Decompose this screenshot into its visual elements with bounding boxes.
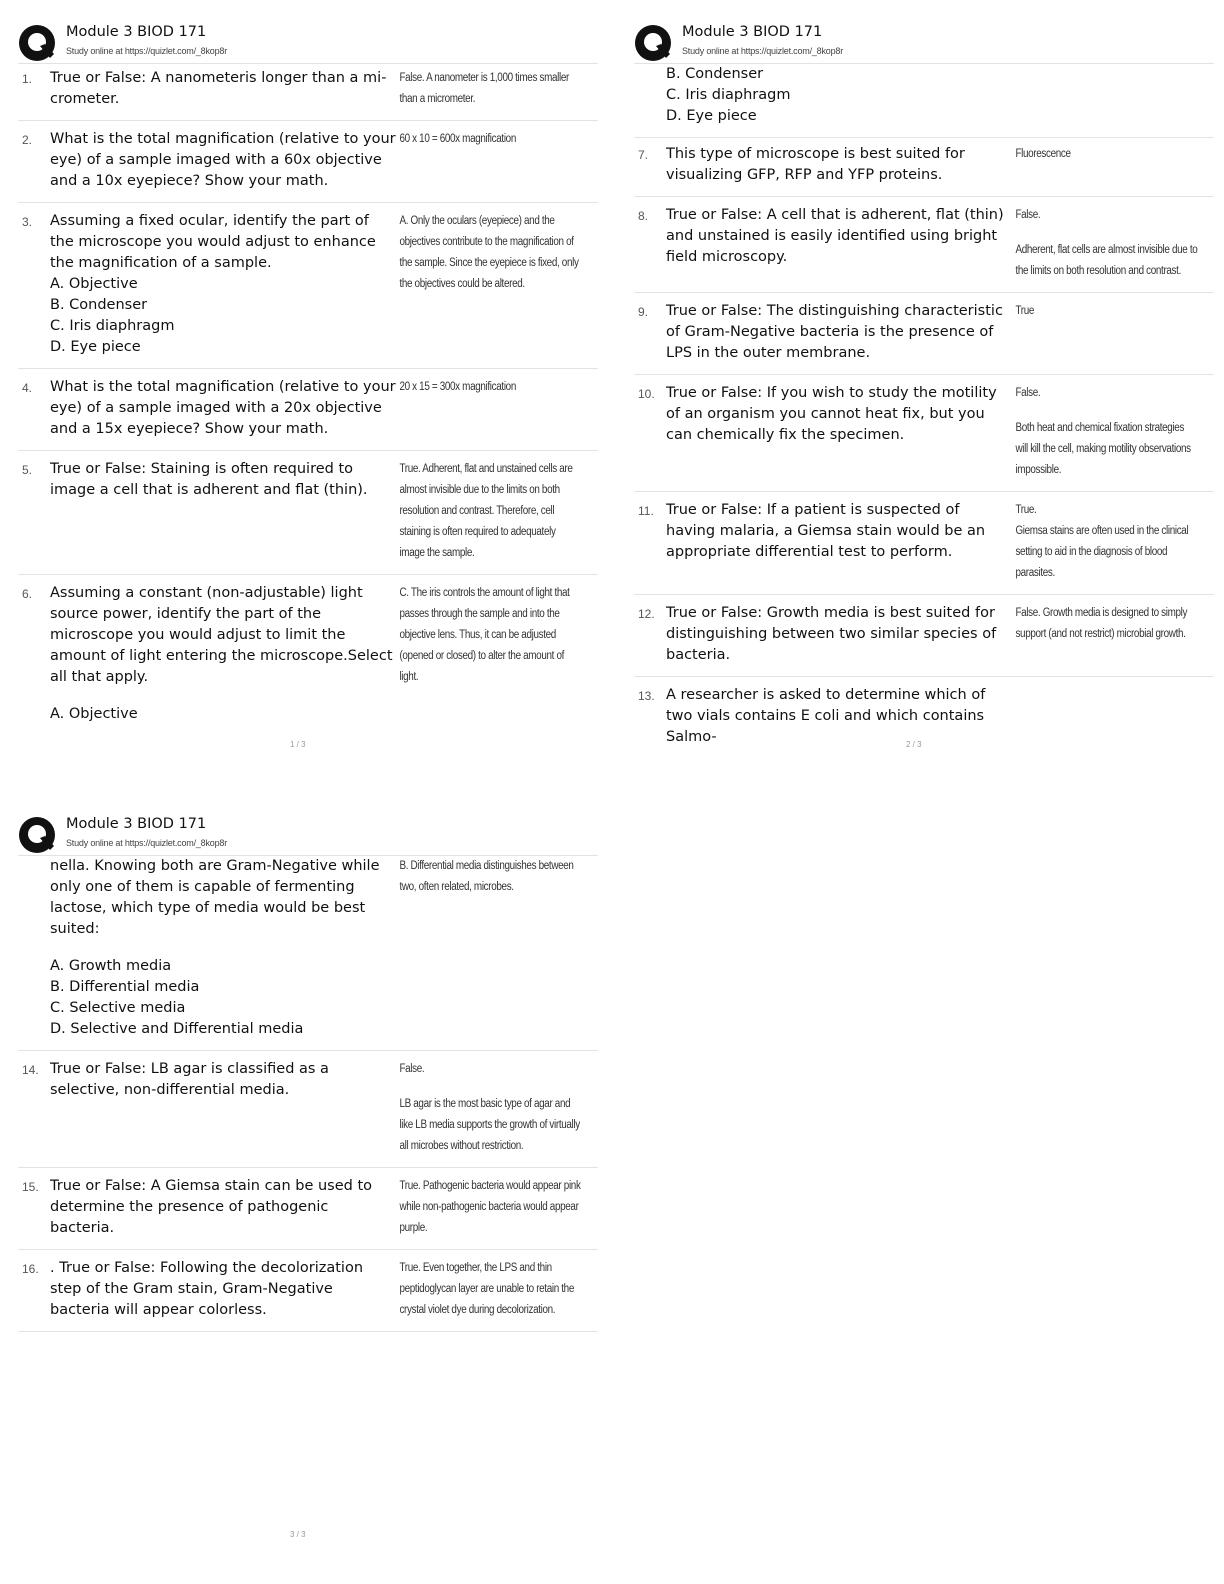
page-number: 2 / 3: [906, 740, 922, 749]
card-row: [18, 1051, 598, 1168]
answer-text: False. Growth media is designed to simply support (and not restrict) microbial growth.: [1015, 607, 1188, 640]
option-d: D. Eye piece: [50, 339, 141, 355]
card-answer: [396, 1176, 582, 1239]
card-row: [18, 1168, 598, 1250]
study-online-link[interactable]: Study online at https://quizlet.com/_8kop8r: [66, 46, 227, 56]
answer-text: 20 x 15 = 300x magnification: [399, 381, 516, 393]
card-row: [634, 197, 1214, 293]
option-a: A. Growth media: [50, 958, 172, 974]
card-row: [634, 492, 1214, 595]
card-number: 8.: [638, 209, 649, 223]
module-title: Module 3 BIOD 171: [66, 24, 207, 40]
card-number: [634, 64, 666, 127]
card-question: [50, 211, 396, 358]
study-online-link[interactable]: Study online at https://quizlet.com/_8kop8r: [682, 46, 843, 56]
answer-text: True. Even together, the LPS and thin peptidoglycan layer are unable to retain the crystal violet dye during decolorization.: [399, 1262, 574, 1316]
card-number: 6.: [22, 587, 33, 601]
card-question: True or False: If you wish to study the motility of an organism you cannot heat fix, but you can chemically fix the specimen.: [666, 385, 997, 443]
card-number: 14.: [22, 1063, 39, 1077]
answer-text: True.: [1015, 504, 1037, 516]
card-question: [50, 856, 396, 1040]
page-number: 1 / 3: [290, 740, 306, 749]
module-title: Module 3 BIOD 171: [682, 24, 823, 40]
answer-explanation: Adherent, flat cells are almost invisible due to the limits on both resolution and contrast.: [1015, 244, 1198, 277]
card-number: 10.: [638, 387, 655, 401]
card-row-continued: [634, 64, 1214, 138]
card-answer: [396, 459, 582, 564]
card-row: [18, 369, 598, 451]
card-answer: [396, 583, 582, 725]
card-answer: [1012, 144, 1198, 186]
card-row: [18, 64, 598, 121]
question-text: Assuming a fixed ocular, identify the part of the microscope you would adjust to enhance the magnification of a sample.: [50, 213, 376, 271]
quizlet-logo-icon: [18, 816, 56, 854]
answer-text: False.: [1015, 209, 1041, 221]
card-answer: [1012, 301, 1198, 364]
option-c: C. Selective media: [50, 1000, 186, 1016]
page-3: [18, 812, 598, 1332]
card-number: 7.: [638, 148, 649, 162]
card-row: [634, 595, 1214, 677]
answer-explanation: Both heat and chemical fixation strategies will kill the cell, making motility observations impossible.: [1015, 422, 1191, 476]
card-answer: [396, 1258, 582, 1321]
page-header: [634, 20, 1214, 64]
card-question: [50, 583, 396, 725]
page-header: [18, 812, 598, 856]
page-number: 3 / 3: [290, 1530, 306, 1539]
answer-text: False.: [1015, 387, 1041, 399]
card-answer: [1012, 205, 1198, 282]
card-row: [634, 375, 1214, 492]
question-text: Assuming a constant (non-adjustable) light source power, identify the part of the microscope you would adjust to limit the amount of light entering the microscope.Select all that apply.: [50, 585, 393, 685]
answer-text: True. Adherent, flat and unstained cells are almost invisible due to the limits on both resolution and contrast. Therefore, cell staining is often required to adequately image the sample.: [399, 463, 573, 559]
option-c: C. Iris diaphragm: [666, 87, 791, 103]
card-question: A researcher is asked to determine which of two vials contains E coli and which contains Salmo-: [666, 687, 986, 745]
answer-text: True: [1015, 305, 1035, 317]
card-answer: [396, 856, 582, 1040]
card-answer: [396, 377, 582, 440]
card-number: 15.: [22, 1180, 39, 1194]
card-question: True or False: The distinguishing characteristic of Gram-Negative bacteria is the presence of LPS in the outer membrane.: [666, 303, 1003, 361]
card-answer: [1012, 383, 1198, 481]
card-row: [18, 451, 598, 575]
card-row: [18, 1250, 598, 1332]
card-answer: [1012, 603, 1198, 666]
card-answer: [396, 211, 582, 358]
card-row: [18, 575, 598, 735]
card-row: [634, 138, 1214, 197]
card-row: [18, 121, 598, 203]
option-d: D. Eye piece: [666, 108, 757, 124]
card-question: True or False: If a patient is suspected of having malaria, a Giemsa stain would be an appropriate differential test to perform.: [666, 502, 986, 560]
module-title: Module 3 BIOD 171: [66, 816, 207, 832]
card-number: 1.: [22, 72, 33, 86]
answer-text: False. A nanometer is 1,000 times smaller than a micrometer.: [399, 72, 569, 105]
card-question: True or False: A cell that is adherent, flat (thin) and unstained is easily identified using bright field microscopy.: [666, 207, 1004, 265]
card-options: [666, 64, 1012, 127]
study-online-link[interactable]: Study online at https://quizlet.com/_8kop8r: [66, 838, 227, 848]
option-b: B. Condenser: [50, 297, 148, 313]
card-question: True or False: Staining is often required to image a cell that is adherent and flat (thin).: [50, 461, 368, 498]
answer-text: 60 x 10 = 600x magnification: [399, 133, 516, 145]
card-row-continued: [18, 856, 598, 1051]
card-question: What is the total magnification (relative to your eye) of a sample imaged with a 60x objective and a 10x eyepiece? Show your math.: [50, 131, 396, 189]
card-answer: [396, 1059, 582, 1157]
card-row: [634, 293, 1214, 375]
answer-text: Fluorescence: [1015, 148, 1071, 160]
answer-text: A. Only the oculars (eyepiece) and the objectives contribute to the magnification of the sample. Since the eyepiece is fixed, only the objectives could be altered.: [399, 215, 579, 290]
card-question: True or False: A nanometeris longer than a mi-crometer.: [50, 70, 387, 107]
card-question: . True or False: Following the decolorization step of the Gram stain, Gram-Negative bacteria will appear colorless.: [50, 1260, 364, 1318]
card-question: True or False: LB agar is classified as a selective, non-differential media.: [50, 1061, 329, 1098]
question-text: nella. Knowing both are Gram-Negative while only one of them is capable of fermenting lactose, which type of media would be best suited:: [50, 858, 380, 937]
option-c: C. Iris diaphragm: [50, 318, 175, 334]
option-b: B. Condenser: [666, 66, 764, 82]
card-answer: [1012, 500, 1198, 584]
card-question: True or False: A Giemsa stain can be used to determine the presence of pathogenic bacteria.: [50, 1178, 373, 1236]
page-header: [18, 20, 598, 64]
card-number: 5.: [22, 463, 33, 477]
card-number: 9.: [638, 305, 649, 319]
card-question: What is the total magnification (relative to your eye) of a sample imaged with a 20x objective and a 15x eyepiece? Show your math.: [50, 379, 396, 437]
page-2: [634, 20, 1214, 758]
card-number: 4.: [22, 381, 33, 395]
answer-text: False.: [399, 1063, 425, 1075]
answer-text: B. Differential media distinguishes between two, often related, microbes.: [399, 860, 574, 893]
card-question: True or False: Growth media is best suited for distinguishing between two similar species of bacteria.: [666, 605, 997, 663]
option-d: D. Selective and Differential media: [50, 1021, 304, 1037]
option-b: B. Differential media: [50, 979, 200, 995]
page-1: [18, 20, 598, 735]
card-number: 3.: [22, 215, 33, 229]
card-number: 13.: [638, 689, 655, 703]
answer-text: C. The iris controls the amount of light that passes through the sample and into the objective lens. Thus, it can be adjusted (opened or closed) to alter the amount of light.: [399, 587, 570, 683]
card-question: This type of microscope is best suited for visualizing GFP, RFP and YFP proteins.: [666, 146, 965, 183]
card-row: [634, 677, 1214, 758]
answer-explanation: Giemsa stains are often used in the clinical setting to aid in the diagnosis of blood parasites.: [1015, 525, 1189, 579]
card-number: 11.: [638, 504, 654, 518]
quizlet-logo-icon: [18, 24, 56, 62]
card-number: 2.: [22, 133, 33, 147]
option-a: A. Objective: [50, 276, 138, 292]
answer-text: True. Pathogenic bacteria would appear pink while non-pathogenic bacteria would appear purple.: [399, 1180, 581, 1234]
answer-explanation: LB agar is the most basic type of agar and like LB media supports the growth of virtually all microbes without restriction.: [399, 1098, 580, 1152]
card-answer: [396, 129, 582, 192]
card-answer: [396, 68, 582, 110]
card-number: 12.: [638, 607, 655, 621]
quizlet-logo-icon: [634, 24, 672, 62]
card-number: 16.: [22, 1262, 39, 1276]
card-row: [18, 203, 598, 369]
card-number: [18, 856, 50, 1040]
option-a: A. Objective: [50, 706, 138, 722]
